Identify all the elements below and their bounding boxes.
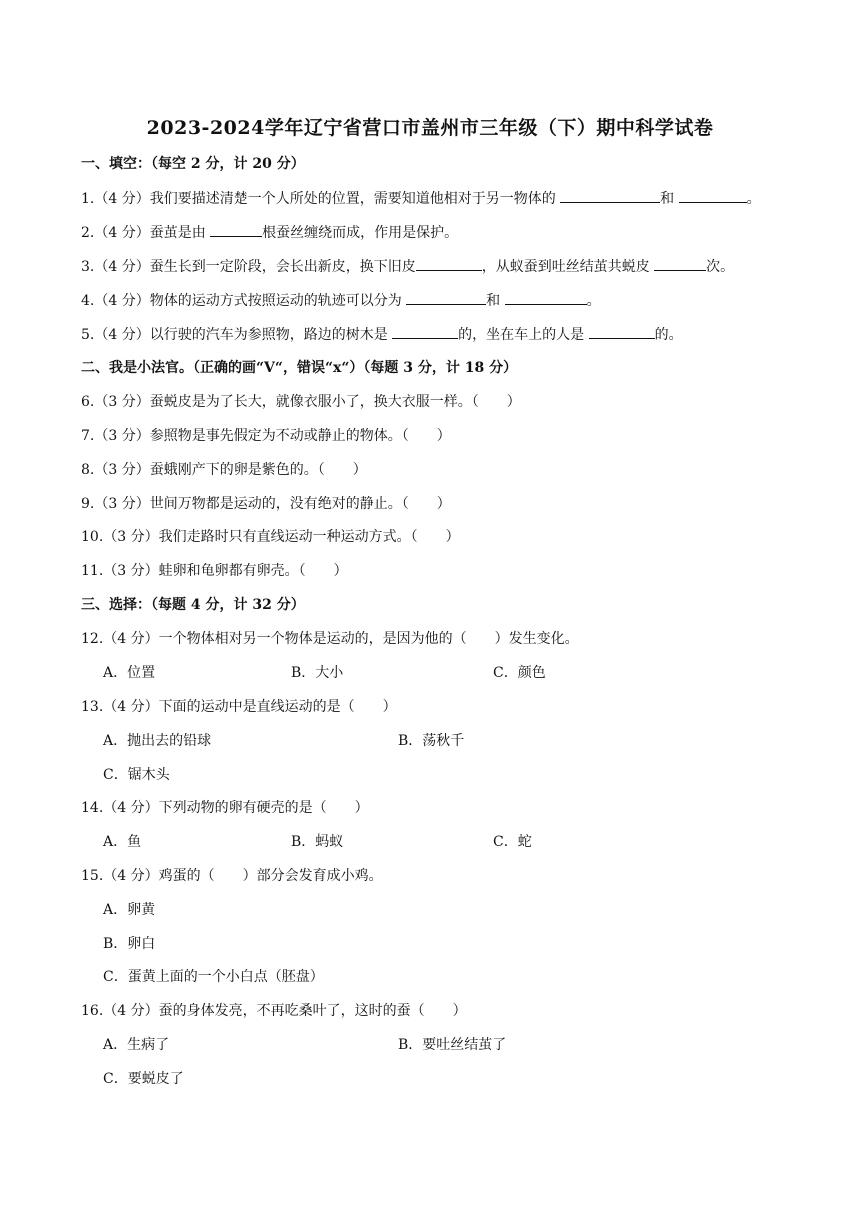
option-a[interactable]: A．卵黄: [103, 902, 156, 918]
question-10: 10.（3 分）我们走路时只有直线运动一种运动方式。（ ）: [81, 529, 460, 545]
exam-title: 2023-2024学年辽宁省营口市盖州市三年级（下）期中科学试卷: [146, 117, 714, 139]
option-a[interactable]: A．鱼: [103, 834, 142, 850]
question-2: [81, 222, 458, 243]
option-b[interactable]: B．荡秋千: [398, 733, 465, 749]
question-8: 8.（3 分）蚕蛾刚产下的卵是紫色的。（ ）: [81, 462, 367, 478]
question-text: ，从蚁蚕到吐丝结茧共蜕皮: [481, 259, 655, 275]
option-c[interactable]: C．要蜕皮了: [103, 1071, 184, 1087]
question-text: 4.（4 分）物体的运动方式按照运动的轨迹可以分为: [81, 293, 407, 309]
option-c[interactable]: C．蛇: [493, 834, 532, 850]
section-heading-true-false: 二、我是小法官。（正确的画“V“，错误“x“）（每题 3 分，计 18 分）: [81, 360, 518, 376]
question-text: 3.（4 分）蚕生长到一定阶段，会长出新皮，换下旧皮: [81, 259, 416, 275]
question-text: 。: [586, 293, 601, 309]
option-a[interactable]: A．位置: [103, 665, 156, 681]
question-3: [81, 256, 734, 277]
question-9: 9.（3 分）世间万物都是运动的，没有绝对的静止。（ ）: [81, 496, 451, 512]
question-1: [81, 188, 761, 209]
question-text: 的。: [654, 327, 683, 343]
question-7: 7.（3 分）参照物是事先假定为不动或静止的物体。（ ）: [81, 428, 451, 444]
question-text: 和: [660, 191, 679, 207]
section-heading-choice: 三、选择：（每题 4 分，计 32 分）: [81, 597, 305, 613]
option-a[interactable]: A．抛出去的铅球: [103, 733, 212, 749]
question-16: 16.（4 分）蚕的身体发亮，不再吃桑叶了，这时的蚕（ ）: [81, 1003, 467, 1019]
answer-blank[interactable]: [505, 290, 587, 305]
question-6: 6.（3 分）蚕蜕皮是为了长大，就像衣服小了，换大衣服一样。（ ）: [81, 394, 521, 410]
question-11: 11.（3 分）蛙卵和龟卵都有卵壳。（ ）: [81, 563, 348, 579]
answer-blank[interactable]: [654, 256, 706, 271]
question-13: 13.（4 分）下面的运动中是直线运动的是（ ）: [81, 699, 397, 715]
option-b[interactable]: B．卵白: [103, 936, 156, 952]
question-text: 2.（4 分）蚕茧是由: [81, 225, 211, 241]
question-14: 14.（4 分）下列动物的卵有硬壳的是（ ）: [81, 800, 369, 816]
question-4: [81, 290, 601, 311]
answer-blank[interactable]: [679, 188, 747, 203]
question-text: 5.（4 分）以行驶的汽车为参照物，路边的树木是: [81, 327, 393, 343]
option-b[interactable]: B．蚂蚁: [291, 834, 344, 850]
option-a[interactable]: A．生病了: [103, 1037, 170, 1053]
question-text: 根蚕丝缠绕而成，作用是保护。: [262, 225, 459, 241]
option-b[interactable]: B．要吐丝结茧了: [398, 1037, 507, 1053]
answer-blank[interactable]: [416, 256, 482, 271]
question-5: [81, 324, 683, 345]
option-c[interactable]: C．锯木头: [103, 767, 170, 783]
question-12: 12.（4 分）一个物体相对另一个物体是运动的，是因为他的（ ）发生变化。: [81, 631, 579, 647]
question-text: 次。: [706, 259, 735, 275]
answer-blank[interactable]: [210, 222, 262, 237]
answer-blank[interactable]: [589, 324, 655, 339]
answer-blank[interactable]: [392, 324, 458, 339]
question-text: 1.（4 分）我们要描述清楚一个人所处的位置，需要知道他相对于另一物体的: [81, 191, 561, 207]
answer-blank[interactable]: [406, 290, 486, 305]
question-15: 15.（4 分）鸡蛋的（ ）部分会发育成小鸡。: [81, 868, 383, 884]
question-text: 。: [746, 191, 761, 207]
option-c[interactable]: C．颜色: [493, 665, 546, 681]
section-heading-fill-in: 一、填空：（每空 2 分，计 20 分）: [81, 156, 305, 172]
question-text: 和: [486, 293, 505, 309]
answer-blank[interactable]: [560, 188, 660, 203]
question-text: 的，坐在车上的人是: [458, 327, 589, 343]
option-b[interactable]: B．大小: [291, 665, 344, 681]
option-c[interactable]: C．蛋黄上面的一个小白点（胚盘）: [103, 969, 324, 985]
